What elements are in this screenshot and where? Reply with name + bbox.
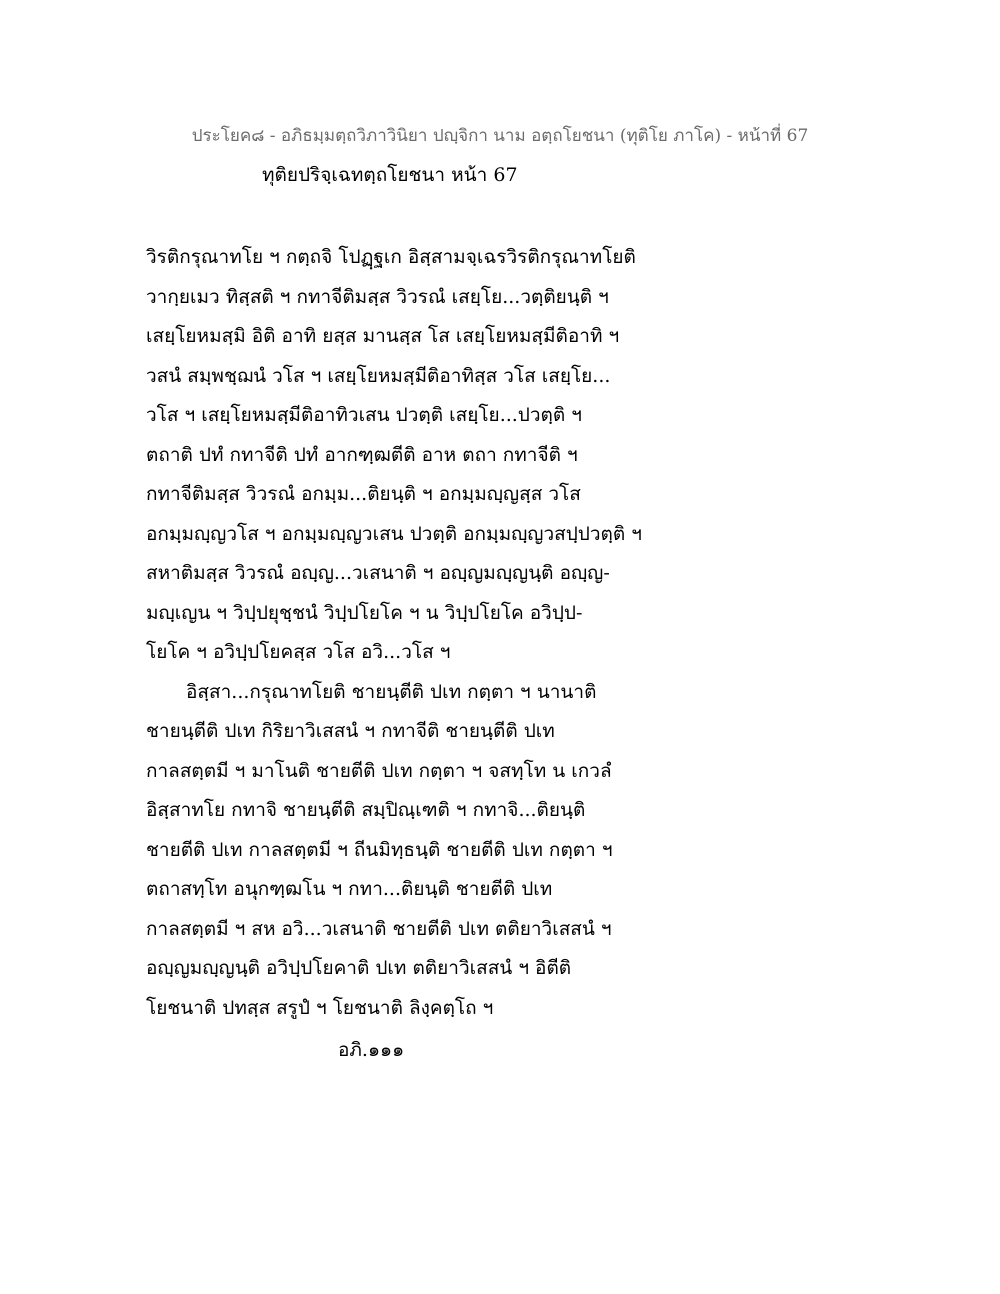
running-header bbox=[0, 122, 1000, 149]
text-line: ชายนฺตีติ ปเท กิริยาวิเสสนํ ฯ กทาจีติ ชายนฺตีติ ปเท bbox=[146, 720, 555, 742]
text-line: กาลสตฺตมี ฯ สห อวิ...วเสนาติ ชายตีติ ปเท ตติยาวิเสสนํ ฯ bbox=[146, 917, 612, 940]
text-line: โยโค ฯ อวิปฺปโยคสฺส วโส อวิ...วโส ฯ bbox=[146, 641, 451, 663]
text-line: กาลสตฺตมี ฯ มาโนติ ชายตีติ ปเท กตฺตา ฯ จสทฺโท น เกวลํ bbox=[146, 759, 612, 782]
text-line: อิสฺสา...กรุณาทโยติ ชายนฺตีติ ปเท กตฺตา ฯ นานาติ bbox=[186, 680, 597, 703]
page-title: ทุติยปริจฺเฉทตฺถโยชนา หน้า 67 bbox=[262, 164, 518, 186]
text-line: เสยฺโยหมสฺมิ อิติ อาทิ ยสฺส มานสฺส โส เสยฺโยหมสฺมีติอาทิ ฯ bbox=[146, 325, 620, 347]
text-line: วากฺยเมว ทิสฺสติ ฯ กทาจีติมสฺส วิวรณํ เสยฺโย...วตฺติยนฺติ ฯ bbox=[146, 285, 609, 308]
text-line: ตถาติ ปทํ กทาจีติ ปทํ อากฑฺฒตีติ อาห ตถา กทาจีติ ฯ bbox=[146, 443, 578, 466]
text-line: โยชนาติ ปทสฺส สรูปํ ฯ โยชนาติ ลิงฺคตฺโถ ฯ bbox=[146, 996, 494, 1019]
text-line: วิรติกรุณาทโย ฯ กตฺถจิ โปฏฺฐเก อิสฺสามจฺเฉรวิรติกรุณาทโยติ bbox=[146, 246, 636, 268]
body-text bbox=[146, 238, 706, 1028]
text-line: อิสฺสาทโย กทาจิ ชายนฺตีติ สมฺปิณฺเฑติ ฯ กทาจิ...ติยนฺติ bbox=[146, 799, 586, 821]
text-line: สหาติมสฺส วิวรณํ อญฺญ...วเสนาติ ฯ อญฺญมญฺญนฺติ อญฺญ- bbox=[146, 562, 610, 584]
text-line: วโส ฯ เสยฺโยหมสฺมีติอาทิวเสน ปวตฺติ เสยฺโย...ปวตฺติ ฯ bbox=[146, 404, 582, 426]
text-line: ชายตีติ ปเท กาลสตฺตมี ฯ ถีนมิทฺธนฺติ ชายตีติ ปเท กตฺตา ฯ bbox=[146, 838, 613, 861]
footer-mark: อภิ.๑๑๑ bbox=[338, 1039, 405, 1061]
running-header-text: ประโยค๘ - อภิธมฺมตฺถวิภาวินิยา ปญฺจิกา นาม อตฺถโยชนา (ทุติโย ภาโค) - หน้าที่ 67 bbox=[191, 126, 809, 146]
text-line: กทาจีติมสฺส วิวรณํ อกมฺม...ติยนฺติ ฯ อกมฺมญฺญสฺส วโส bbox=[146, 483, 581, 505]
text-line: วสนํ สมฺพชฺฌนํ วโส ฯ เสยฺโยหมสฺมีติอาทิสฺส วโส เสยฺโย... bbox=[146, 364, 611, 387]
text-line: อญฺญมญฺญนฺติ อวิปฺปโยคาติ ปเท ตติยาวิเสสนํ ฯ อิตีติ bbox=[146, 957, 572, 979]
text-line: ตถาสทฺโท อนุกฑฺฒโน ฯ กทา...ติยนฺติ ชายตีติ ปเท bbox=[146, 878, 553, 900]
text-line: อกมฺมญฺญวโส ฯ อกมฺมญฺญวเสน ปวตฺติ อกมฺมญฺญวสปฺปวตฺติ ฯ bbox=[146, 522, 642, 545]
text-line: มญฺเญน ฯ วิปฺปยุชฺชนํ วิปฺปโยโค ฯ น วิปฺปโยโค อวิปฺป- bbox=[146, 601, 583, 624]
